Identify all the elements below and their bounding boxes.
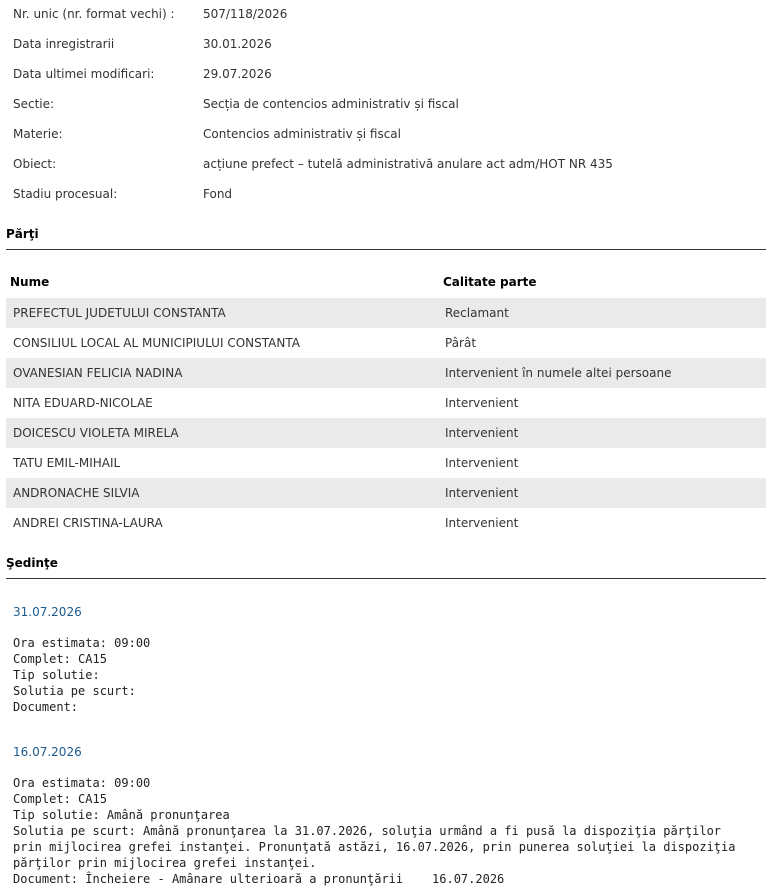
info-row-materie bbox=[0, 120, 772, 150]
sedinte-section-title bbox=[6, 556, 766, 579]
info-value: acțiune prefect – tutelă administrativă anulare act adm/HOT NR 435 bbox=[203, 157, 613, 171]
info-row-stadiu bbox=[0, 180, 772, 210]
session-date: 31.07.2026 bbox=[13, 605, 82, 619]
session-ora: Ora estimata: 09:00 bbox=[13, 636, 151, 650]
session-tip-solutie: Tip solutie: Amână pronunţarea bbox=[13, 808, 230, 822]
table-row bbox=[6, 418, 766, 448]
info-label: Materie: bbox=[13, 127, 63, 141]
party-role: Intervenient bbox=[445, 516, 519, 530]
info-value: 29.07.2026 bbox=[203, 67, 272, 81]
session-ora: Ora estimata: 09:00 bbox=[13, 776, 151, 790]
session-date: 16.07.2026 bbox=[13, 745, 82, 759]
party-name: TATU EMIL-MIHAIL bbox=[13, 456, 121, 470]
party-name: NITA EDUARD-NICOLAE bbox=[13, 396, 153, 410]
info-label: Data inregistrarii bbox=[13, 37, 115, 51]
info-label: Obiect: bbox=[13, 157, 57, 171]
session-details bbox=[13, 635, 753, 715]
table-row bbox=[6, 328, 766, 358]
party-role: Reclamant bbox=[445, 306, 509, 320]
table-row bbox=[6, 448, 766, 478]
session-item bbox=[13, 745, 753, 887]
info-label: Stadiu procesual: bbox=[13, 187, 118, 201]
info-row-nr-unic bbox=[0, 0, 772, 30]
party-role: Pârât bbox=[445, 336, 477, 350]
column-header-calitate: Calitate parte bbox=[443, 275, 537, 289]
info-label: Sectie: bbox=[13, 97, 55, 111]
column-header-nume: Nume bbox=[10, 275, 50, 289]
table-row bbox=[6, 478, 766, 508]
session-details bbox=[13, 775, 753, 887]
session-solutia: Solutia pe scurt: bbox=[13, 684, 136, 698]
party-name: OVANESIAN FELICIA NADINA bbox=[13, 366, 183, 380]
parti-section-title bbox=[6, 227, 766, 250]
session-solutia: Solutia pe scurt: Amână pronunţarea la 31.07.2026, soluţia urmând a fi pusă la dispoziţia părţilor prin mijlocirea grefei instanţei. Pronunţată astăzi, 16.07.2026, prin punerea soluţiei la dispoziţia părţilor prin mijlocirea grefei instanţei. bbox=[13, 824, 743, 870]
table-row bbox=[6, 388, 766, 418]
party-role: Intervenient bbox=[445, 456, 519, 470]
party-role: Intervenient bbox=[445, 486, 519, 500]
sedinte-title: Şedinţe bbox=[6, 556, 58, 570]
table-row bbox=[6, 298, 766, 328]
party-name: CONSILIUL LOCAL AL MUNICIPIULUI CONSTANTA bbox=[13, 336, 300, 350]
session-item bbox=[13, 605, 753, 715]
party-name: PREFECTUL JUDETULUI CONSTANTA bbox=[13, 306, 226, 320]
table-row bbox=[6, 508, 766, 538]
session-tip-solutie: Tip solutie: bbox=[13, 668, 100, 682]
info-value: 30.01.2026 bbox=[203, 37, 272, 51]
party-role: Intervenient bbox=[445, 396, 519, 410]
session-complet: Complet: CA15 bbox=[13, 652, 107, 666]
party-role: Intervenient bbox=[445, 426, 519, 440]
info-value: Secția de contencios administrativ și fiscal bbox=[203, 97, 459, 111]
session-complet: Complet: CA15 bbox=[13, 792, 107, 806]
party-name: ANDRONACHE SILVIA bbox=[13, 486, 140, 500]
info-row-sectie bbox=[0, 90, 772, 120]
info-value: 507/118/2026 bbox=[203, 7, 288, 21]
session-document: Document: bbox=[13, 700, 79, 714]
info-row-data-modificari bbox=[0, 60, 772, 90]
info-row-obiect bbox=[0, 150, 772, 180]
table-row bbox=[6, 358, 766, 388]
party-role: Intervenient în numele altei persoane bbox=[445, 366, 672, 380]
info-value: Contencios administrativ și fiscal bbox=[203, 127, 401, 141]
party-name: ANDREI CRISTINA-LAURA bbox=[13, 516, 163, 530]
session-document[interactable]: Document: Încheiere - Amânare ulterioară a pronunţării 16.07.2026 bbox=[13, 872, 505, 886]
parti-table-header bbox=[6, 268, 766, 298]
info-row-data-inregistrarii bbox=[0, 30, 772, 60]
info-label: Nr. unic (nr. format vechi) : bbox=[13, 7, 175, 21]
party-name: DOICESCU VIOLETA MIRELA bbox=[13, 426, 179, 440]
info-label: Data ultimei modificari: bbox=[13, 67, 155, 81]
info-value: Fond bbox=[203, 187, 233, 201]
parti-title: Părţi bbox=[6, 227, 39, 241]
